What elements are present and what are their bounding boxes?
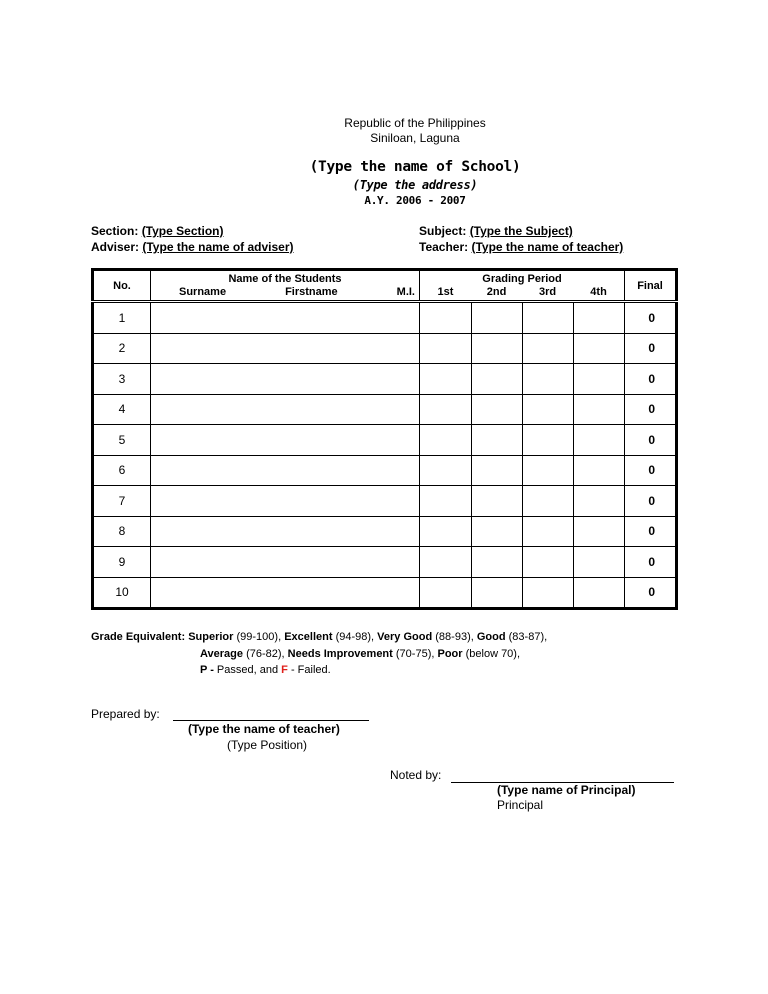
grade-cell-3rd[interactable] <box>523 577 574 609</box>
table-row <box>93 516 677 547</box>
grade-cell-2nd[interactable] <box>472 455 523 486</box>
prepared-signature-line <box>173 720 369 721</box>
grade-cell-1st[interactable] <box>420 486 472 517</box>
legend-average-range: (76-82), <box>246 648 285 660</box>
prepared-by-position: (Type Position) <box>227 738 308 752</box>
table-row <box>93 577 677 609</box>
grade-cell-2nd[interactable] <box>472 302 523 334</box>
grade-cell-2nd[interactable] <box>472 577 523 609</box>
legend-good: Good <box>476 631 506 643</box>
grade-cell-3rd[interactable] <box>523 486 574 517</box>
grade-cell-3rd[interactable] <box>523 425 574 456</box>
student-name-cell[interactable] <box>151 547 420 578</box>
table-row <box>93 333 677 364</box>
grade-cell-4th[interactable] <box>574 302 625 334</box>
legend-poor-range: (below 70), <box>465 648 521 660</box>
legend-very-good: Very Good <box>377 631 433 643</box>
grade-cell-3rd[interactable] <box>523 364 574 395</box>
col-header-4th: 4th <box>590 286 607 298</box>
grades-table <box>91 268 678 610</box>
noted-by-name: (Type name of Principal) <box>497 783 636 797</box>
grade-cell-2nd[interactable] <box>472 486 523 517</box>
student-name-cell[interactable] <box>151 577 420 609</box>
legend-p: P - <box>200 664 214 676</box>
row-number: 7 <box>93 486 151 517</box>
row-number: 1 <box>93 302 151 334</box>
legend-superior: Superior <box>188 631 234 643</box>
noted-by-label: Noted by: <box>390 768 442 782</box>
table-row <box>93 547 677 578</box>
student-name-cell[interactable] <box>151 516 420 547</box>
grade-cell-4th[interactable] <box>574 333 625 364</box>
subject-label: Subject: <box>419 224 467 238</box>
student-name-cell[interactable] <box>151 455 420 486</box>
grade-cell-2nd[interactable] <box>472 547 523 578</box>
noted-by-position: Principal <box>497 798 544 812</box>
final-grade: 0 <box>625 364 677 395</box>
final-grade: 0 <box>625 425 677 456</box>
col-header-final: Final <box>625 270 677 302</box>
student-name-cell[interactable] <box>151 333 420 364</box>
final-grade: 0 <box>625 333 677 364</box>
grade-equivalent-line3 <box>200 662 331 678</box>
grade-cell-1st[interactable] <box>420 516 472 547</box>
grade-cell-1st[interactable] <box>420 394 472 425</box>
header-line-location: Siniloan, Laguna <box>370 131 460 145</box>
grade-cell-2nd[interactable] <box>472 364 523 395</box>
table-row <box>93 394 677 425</box>
prepared-by-name: (Type the name of teacher) <box>188 722 340 736</box>
legend-poor: Poor <box>437 648 463 660</box>
legend-title: Grade Equivalent: <box>91 631 186 643</box>
grade-cell-2nd[interactable] <box>472 333 523 364</box>
final-grade: 0 <box>625 547 677 578</box>
teacher-field <box>419 240 623 254</box>
grade-cell-3rd[interactable] <box>523 302 574 334</box>
table-row <box>93 364 677 395</box>
academic-year: A.Y. 2006 - 2007 <box>364 194 466 207</box>
col-header-surname: Surname <box>179 286 227 298</box>
legend-good-range: (83-87), <box>508 631 548 643</box>
grade-cell-3rd[interactable] <box>523 333 574 364</box>
section-value: (Type Section) <box>141 224 224 238</box>
teacher-label: Teacher: <box>419 240 469 254</box>
subject-field <box>419 224 573 238</box>
grade-cell-3rd[interactable] <box>523 394 574 425</box>
col-header-firstname: Firstname <box>285 286 338 298</box>
grade-cell-4th[interactable] <box>574 486 625 517</box>
section-field <box>91 224 223 238</box>
col-header-grading <box>420 270 625 302</box>
student-name-cell[interactable] <box>151 486 420 517</box>
legend-excellent: Excellent <box>284 631 333 643</box>
teacher-value: (Type the name of teacher) <box>471 240 624 254</box>
grading-subheaders <box>420 286 624 299</box>
school-name: (Type the name of School) <box>309 159 521 175</box>
table-header-row <box>93 270 677 302</box>
school-address: (Type the address) <box>352 178 478 192</box>
student-name-cell[interactable] <box>151 302 420 334</box>
grading-header-title: Grading Period <box>482 273 562 285</box>
final-grade: 0 <box>625 455 677 486</box>
final-grade: 0 <box>625 516 677 547</box>
header-line-republic: Republic of the Philippines <box>344 116 486 130</box>
grade-equivalent-line2 <box>200 646 520 662</box>
legend-needs-improvement-range: (70-75), <box>395 648 435 660</box>
col-header-no: No. <box>93 270 151 302</box>
row-number: 9 <box>93 547 151 578</box>
final-grade: 0 <box>625 577 677 609</box>
row-number: 4 <box>93 394 151 425</box>
grade-cell-2nd[interactable] <box>472 516 523 547</box>
table-row <box>93 302 677 334</box>
table-row <box>93 425 677 456</box>
legend-f: F <box>281 664 288 676</box>
grade-cell-3rd[interactable] <box>523 547 574 578</box>
col-header-names <box>151 270 420 302</box>
adviser-label: Adviser: <box>91 240 140 254</box>
table-row <box>93 486 677 517</box>
col-header-1st: 1st <box>437 286 454 298</box>
legend-excellent-range: (94-98), <box>335 631 375 643</box>
grade-cell-1st[interactable] <box>420 425 472 456</box>
grade-cell-4th[interactable] <box>574 577 625 609</box>
legend-needs-improvement: Needs Improvement <box>287 648 393 660</box>
subject-value: (Type the Subject) <box>469 224 573 238</box>
grade-cell-3rd[interactable] <box>523 516 574 547</box>
grade-cell-4th[interactable] <box>574 547 625 578</box>
grade-cell-1st[interactable] <box>420 333 472 364</box>
row-number: 6 <box>93 455 151 486</box>
grade-cell-4th[interactable] <box>574 455 625 486</box>
legend-very-good-range: (88-93), <box>435 631 474 643</box>
grade-cell-2nd[interactable] <box>472 425 523 456</box>
row-number: 8 <box>93 516 151 547</box>
grade-equivalent-line1 <box>91 629 547 645</box>
prepared-by-label: Prepared by: <box>91 707 160 721</box>
student-name-cell[interactable] <box>151 364 420 395</box>
final-grade: 0 <box>625 486 677 517</box>
grade-cell-1st[interactable] <box>420 577 472 609</box>
row-number: 2 <box>93 333 151 364</box>
names-header-title: Name of the Students <box>228 273 342 285</box>
final-grade: 0 <box>625 394 677 425</box>
student-name-cell[interactable] <box>151 425 420 456</box>
final-grade: 0 <box>625 302 677 334</box>
student-name-cell[interactable] <box>151 394 420 425</box>
grade-cell-1st[interactable] <box>420 547 472 578</box>
col-header-3rd: 3rd <box>538 286 557 298</box>
col-header-mi: M.I. <box>396 286 415 298</box>
grade-cell-1st[interactable] <box>420 302 472 334</box>
grade-cell-1st[interactable] <box>420 455 472 486</box>
grade-cell-4th[interactable] <box>574 425 625 456</box>
row-number: 10 <box>93 577 151 609</box>
row-number: 5 <box>93 425 151 456</box>
row-number: 3 <box>93 364 151 395</box>
names-subheaders <box>151 286 419 299</box>
col-header-2nd: 2nd <box>486 286 507 298</box>
grade-cell-4th[interactable] <box>574 394 625 425</box>
legend-superior-range: (99-100), <box>236 631 282 643</box>
adviser-value: (Type the name of adviser) <box>142 240 294 254</box>
legend-average: Average <box>200 648 244 660</box>
grade-cell-3rd[interactable] <box>523 455 574 486</box>
table-row <box>93 455 677 486</box>
section-label: Section: <box>91 224 139 238</box>
grade-cell-1st[interactable] <box>420 364 472 395</box>
grade-cell-4th[interactable] <box>574 364 625 395</box>
legend-passed: Passed, and <box>216 664 279 676</box>
legend-failed: - Failed. <box>290 664 331 676</box>
grade-cell-4th[interactable] <box>574 516 625 547</box>
adviser-field <box>91 240 294 254</box>
grade-cell-2nd[interactable] <box>472 394 523 425</box>
